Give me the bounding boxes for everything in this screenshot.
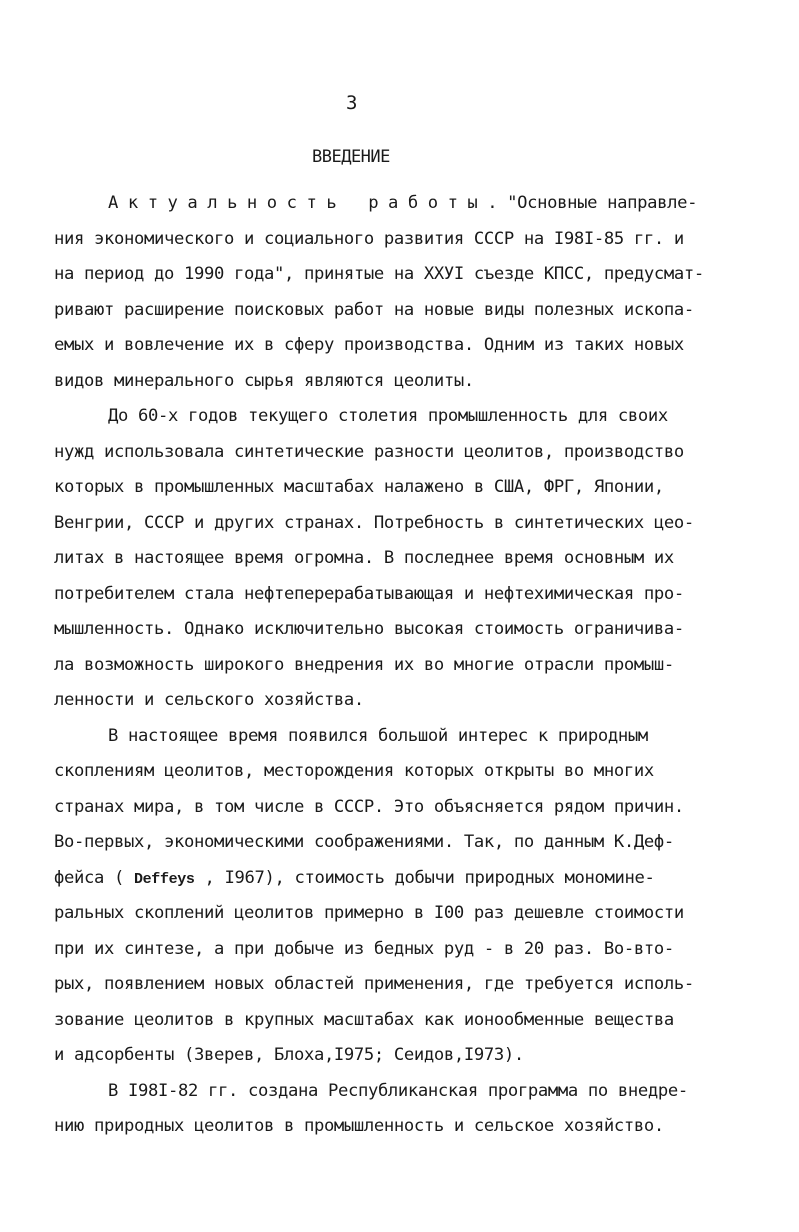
text-line: странах мира, в том числе в СССР. Это объясняется рядом причин.: [54, 796, 684, 817]
text-line: зование цеолитов в крупных масштабах как ионообменные вещества: [54, 1009, 674, 1030]
text-line: нужд использовала синтетические разности цеолитов, производство: [54, 441, 684, 462]
text-line: ния экономического и социального развития СССР на I98I-85 гг. и: [54, 228, 684, 249]
citation-open: фейса (: [54, 867, 124, 888]
lead-word-1: Актуальность: [108, 193, 347, 213]
paragraph-1-line-1: [54, 186, 754, 222]
text-line: ленности и сельского хозяйства.: [54, 690, 364, 710]
citation-author-latin: Deffeys: [133, 870, 195, 888]
text-line: В I98I-82 гг. создана Республиканская программа по внедре-: [108, 1080, 688, 1101]
text-line: До 60-х годов текущего столетия промышленность для своих: [108, 406, 668, 426]
citation-rest: , I967), стоимость добычи природных мономине-: [204, 867, 655, 888]
text-line: Венгрии, СССР и других странах. Потребность в синтетических цео-: [54, 512, 694, 533]
text-line: [54, 861, 754, 897]
text-line: потребителем стала нефтеперерабатывающая и нефтехимическая про-: [54, 583, 684, 604]
text-line: нию природных цеолитов в промышленность и сельское хозяйство.: [54, 1116, 664, 1136]
lead-word-2: работы.: [368, 193, 508, 213]
page-number: 3: [346, 92, 358, 114]
text-line: литах в настоящее время огромна. В последнее время основным их: [54, 548, 674, 568]
text-line: видов минерального сырья являются цеолиты.: [54, 370, 474, 391]
text-line: В настоящее время появился большой интерес к природным: [108, 725, 648, 746]
text-line: Во-первых, экономическими соображениями. Так, по данным К.Деф-: [54, 832, 674, 852]
text-line: при их синтезе, а при добыче из бедных руд - в 20 раз. Во-вто-: [54, 938, 674, 959]
text-line: ла возможность широкого внедрения их во многие отрасли промыш-: [54, 654, 674, 675]
text-line: скоплениям цеолитов, месторождения которых открыты во многих: [54, 761, 654, 781]
section-heading: ВВЕДЕНИЕ: [312, 147, 390, 167]
text-line: на период до 1990 года", принятые на XXУI съезде КПСС, предусмат-: [54, 264, 704, 284]
text-line: которых в промышленных масштабах налажено в США, ФРГ, Японии,: [54, 477, 664, 497]
text-line: емых и вовлечение их в сферу производства. Одним из таких новых: [54, 335, 684, 355]
text-line: ральных скоплений цеолитов примерно в I00 раз дешевле стоимости: [54, 903, 684, 923]
text-line: ривают расширение поисковых работ на новые виды полезных ископа-: [54, 299, 694, 320]
paragraph-1-line-1-rest: "Основные направле-: [507, 193, 698, 213]
text-line: рых, появлением новых областей применения, где требуется исполь-: [54, 974, 694, 994]
body-text: [54, 186, 754, 1145]
text-line: мышленность. Однако исключительно высокая стоимость ограничива-: [54, 619, 684, 639]
text-line: и адсорбенты (Зверев, Блоха,I975; Сеидов,I973).: [54, 1045, 524, 1065]
